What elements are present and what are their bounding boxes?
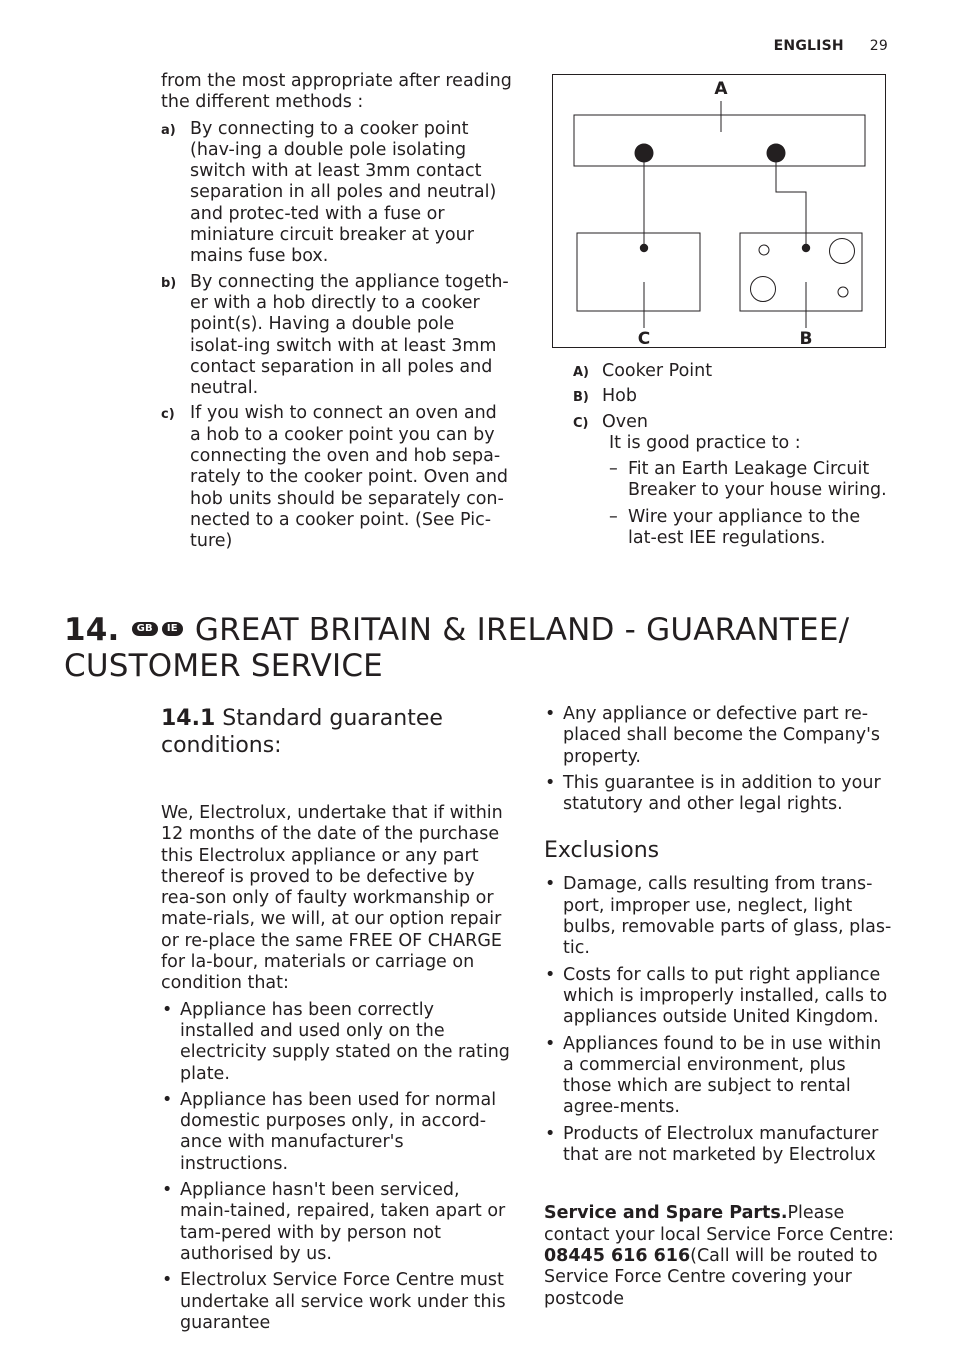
list-item <box>544 773 894 816</box>
section-number: 14. <box>64 612 120 648</box>
label-b: B <box>799 329 813 348</box>
dash-marker: – <box>609 506 618 527</box>
list-item <box>161 1180 513 1265</box>
list-item <box>544 874 894 959</box>
list-item <box>544 965 894 1029</box>
item-text: By connecting the appliance togeth-er with a hob directly to a cooker point(s). Having a double pole isolat-ing switch with at least 3mm contact separation in all poles and neutral. <box>190 271 509 399</box>
section-heading <box>64 612 904 684</box>
practice-intro: It is good practice to : <box>609 432 801 453</box>
list-item <box>161 1000 513 1085</box>
exclusions-heading: Exclusions <box>544 838 660 864</box>
list-item <box>161 1270 513 1334</box>
item-label: b) <box>161 275 177 291</box>
practice-list <box>609 459 893 549</box>
item-text: Hob <box>602 386 637 407</box>
methods-list <box>161 119 513 553</box>
exclusions-list <box>544 874 894 1166</box>
item-text: Fit an Earth Leakage Circuit Breaker to your house wiring. <box>628 459 887 501</box>
item-text: Damage, calls resulting from trans-port, improper use, neglect, light bulbs, removable parts of glass, plas-tic. <box>563 874 892 959</box>
item-text: Appliance hasn't been serviced, main-tained, repaired, taken apart or tam-pered with by person not authorised by us. <box>180 1180 506 1264</box>
item-text: Appliance has been used for normal domestic purposes only, in accord-ance with manufacturer's instructions. <box>180 1089 497 1174</box>
subsection-number: 14.1 <box>161 706 216 731</box>
connection-methods <box>161 71 513 557</box>
list-item <box>609 459 893 502</box>
dash-marker: – <box>609 459 618 480</box>
item-label: B) <box>573 390 589 406</box>
bullet: • <box>162 1089 173 1110</box>
item-text: Wire your appliance to the lat-est IEE regulations. <box>628 506 861 549</box>
legend-list <box>573 361 893 433</box>
gb-flag-badge: GB <box>132 622 158 636</box>
service-text: Please contact your local Service Force Centre: <box>544 1203 894 1245</box>
item-text: Cooker Point <box>602 361 713 381</box>
guarantee-body: We, Electrolux, undertake that if within 12 months of the date of the purchase this Electrolux appliance or any part thereof is proved to be defective by rea-son only of faulty workmanship or mate-rials, we will, at our option repair or re-place the same FREE OF CHARGE for la-bour, materials or carriage on condition that: <box>161 803 503 994</box>
item-text: If you wish to connect an oven and a hob to a cooker point you can by connecting the oven and hob sepa-rately to the cooker point. Oven and hob units should be separately con-nected to a cooker point. (See Pic-ture) <box>190 403 509 552</box>
item-label: A) <box>573 365 590 380</box>
bullet: • <box>545 1033 556 1054</box>
list-item <box>573 412 893 433</box>
bullet: • <box>545 874 556 895</box>
bullet: • <box>545 964 556 985</box>
item-text: This guarantee is in addition to your statutory and other legal rights. <box>563 772 881 815</box>
item-label: C) <box>573 415 589 431</box>
guarantee-extra-list <box>544 704 894 815</box>
subsection-heading <box>161 705 513 759</box>
bullet: • <box>545 704 556 724</box>
bullet: • <box>545 1123 556 1144</box>
list-item <box>161 272 513 400</box>
item-text: Electrolux Service Force Centre must undertake all service work under this guarantee <box>180 1270 506 1333</box>
guarantee-column <box>161 705 513 1339</box>
item-text: By connecting to a cooker point (hav-ing a double pole isolating switch with at least 3mm contact separation in all poles and neutral) and protec-ted with a fuse or miniature circuit breaker at your mains fuse box. <box>190 118 497 267</box>
bullet: • <box>545 772 556 793</box>
label-a: A <box>714 79 728 99</box>
item-text: Appliance has been correctly installed and used only on the electricity supply stated on the rating plate. <box>180 999 510 1084</box>
conditions-list <box>161 1000 513 1334</box>
section-title: GREAT BRITAIN & IRELAND - GUARANTEE/ CUSTOMER SERVICE <box>64 612 850 684</box>
list-item <box>161 1090 513 1175</box>
ie-flag-badge: IE <box>162 622 183 636</box>
list-item <box>573 361 893 382</box>
item-label: a) <box>161 122 176 138</box>
right-column <box>544 704 894 1310</box>
service-heading: Service and Spare Parts. <box>544 1203 788 1224</box>
wiring-diagram <box>552 74 886 348</box>
item-text: Appliances found to be in use within a commercial environment, plus those which are subject to rental agree-ments. <box>563 1033 882 1118</box>
label-c: C <box>637 329 651 348</box>
bullet: • <box>162 1270 173 1291</box>
bullet: • <box>162 1180 173 1201</box>
item-label: c) <box>161 407 175 423</box>
item-text: Products of Electrolux manufacturer that are not marketed by Electrolux <box>563 1123 879 1166</box>
page-number: 29 <box>869 38 888 54</box>
diagram-legend <box>573 361 893 554</box>
service-text-end: (Call will be routed to Service Force Centre covering your postcode <box>544 1245 878 1309</box>
subsection-title: Standard guarantee conditions: <box>161 706 443 758</box>
item-text: Any appliance or defective part re-placed shall become the Company's property. <box>563 704 881 767</box>
list-item <box>161 403 513 552</box>
item-text: Costs for calls to put right appliance which is improperly installed, calls to appliances outside United Kingdom. <box>563 964 888 1028</box>
list-item <box>544 1124 894 1167</box>
bullet: • <box>162 999 173 1020</box>
service-phone: 08445 616 616 <box>544 1245 691 1266</box>
list-item <box>161 119 513 268</box>
list-item <box>544 704 894 768</box>
service-paragraph <box>544 1203 894 1309</box>
language-label: ENGLISH <box>773 38 844 54</box>
list-item <box>573 386 893 407</box>
methods-intro: from the most appropriate after reading the different methods : <box>161 71 512 113</box>
list-item <box>544 1034 894 1119</box>
page-header <box>774 38 888 54</box>
list-item <box>609 507 893 550</box>
item-text: Oven <box>602 411 648 432</box>
